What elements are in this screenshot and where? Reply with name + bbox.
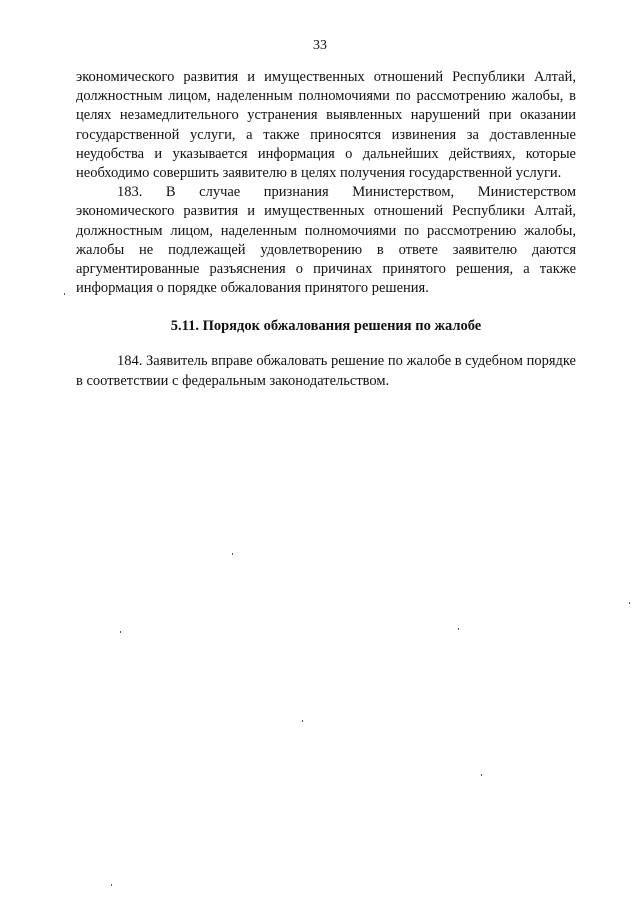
document-body [76,68,576,391]
section-heading: 5.11. Порядок обжалования решения по жалобе [170,318,482,335]
scan-speck [481,774,482,776]
paragraph-184: 184. Заявитель вправе обжаловать решение по жалобе в судебном порядке в соответствии с федеральным законодательством. [76,353,576,389]
scan-speck [302,720,303,722]
scan-speck [111,884,112,886]
scan-speck [120,631,121,633]
scan-speck [232,553,233,555]
scan-speck [458,628,459,630]
scan-speck [629,602,630,604]
paragraph-183: 183. В случае признания Министерством, Министерством экономического развития и имущественных отношений Республики Алтай, должностным лицом, наделенным полномочиями по рассмотрению жалобы, жалобы не подлежащей удовлетворению в ответе заявителю даются аргументированные разъяснения о причинах принятого решения, а также информация о порядке обжалования принятого решения. [76,184,576,297]
page-number: 33 [313,38,327,53]
paragraph-continuation: экономического развития и имущественных отношений Республики Алтай, должностным лицом, наделенным полномочиями по рассмотрению жалобы, в целях незамедлительного устранения выявленных нарушений при оказании государственной услуги, а также приносятся извинения за доставленные неудобства и указывается информация о дальнейших действиях, которые необходимо совершить заявителю в целях получения государственной услуги. [76,69,576,182]
scan-speck [64,293,65,295]
